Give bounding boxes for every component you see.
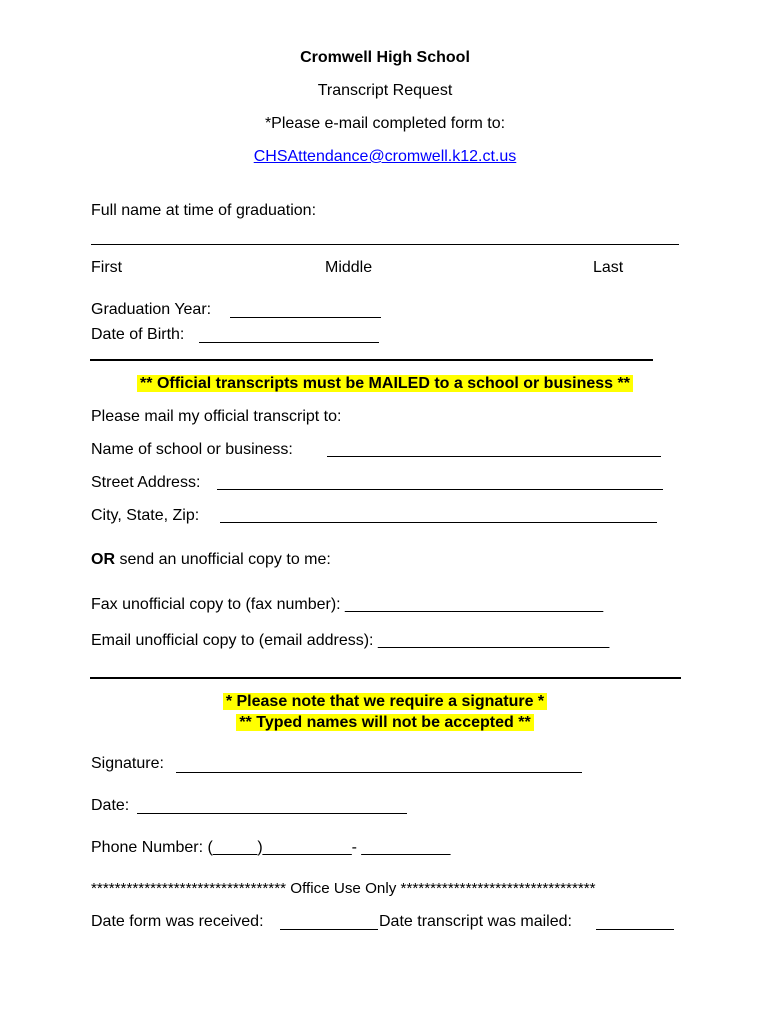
date-received-label: Date form was received: bbox=[91, 913, 264, 930]
street-address-field[interactable] bbox=[217, 489, 663, 490]
first-label: First bbox=[91, 259, 123, 276]
date-received-field[interactable] bbox=[280, 929, 378, 930]
section-divider bbox=[90, 359, 653, 361]
phone-number-label: Phone Number: (_____)__________- ________ bbox=[91, 839, 433, 856]
signature-field[interactable] bbox=[176, 772, 582, 773]
signature-notice: * Please note that we require a signature * bbox=[223, 693, 547, 710]
office-use-heading: ********************************* Office Use Only ********************************* bbox=[91, 880, 596, 897]
school-name: Cromwell High School bbox=[300, 49, 470, 66]
typed-names-notice: ** Typed names will not be accepted ** bbox=[236, 714, 533, 731]
email-instruction: *Please e-mail completed form to: bbox=[264, 115, 506, 132]
phone-number-field[interactable] bbox=[91, 838, 450, 858]
email-link[interactable]: CHSAttendance@cromwell.k12.ct.us bbox=[253, 148, 517, 165]
last-label: Last bbox=[593, 259, 624, 276]
date-mailed-label: Date transcript was mailed: bbox=[379, 913, 572, 930]
section-divider-2 bbox=[90, 677, 681, 679]
unofficial-copy-text: send an unofficial copy to me: bbox=[115, 551, 331, 568]
mail-intro: Please mail my official transcript to: bbox=[91, 408, 342, 425]
street-address-label: Street Address: bbox=[91, 474, 201, 491]
mail-notice: ** Official transcripts must be MAILED to a school or business ** bbox=[137, 375, 633, 392]
form-title: Transcript Request bbox=[317, 82, 453, 99]
dob-field[interactable] bbox=[199, 342, 379, 343]
phone-number-tail: __ bbox=[432, 839, 451, 856]
unofficial-copy-heading bbox=[91, 550, 331, 570]
graduation-year-label: Graduation Year: bbox=[91, 301, 212, 318]
full-name-line[interactable] bbox=[91, 244, 679, 245]
email-address-label[interactable]: Email unofficial copy to (email address): __________________________ bbox=[91, 632, 610, 649]
dob-label: Date of Birth: bbox=[91, 326, 185, 343]
school-business-field[interactable] bbox=[327, 456, 661, 457]
signature-label: Signature: bbox=[91, 755, 164, 772]
school-business-label: Name of school or business: bbox=[91, 441, 293, 458]
fax-number-label[interactable]: Fax unofficial copy to (fax number): _____________________________ bbox=[91, 596, 604, 613]
city-state-zip-field[interactable] bbox=[220, 522, 657, 523]
date-label: Date: bbox=[91, 797, 130, 814]
or-word: OR bbox=[91, 551, 115, 568]
date-mailed-field[interactable] bbox=[596, 929, 674, 930]
city-state-zip-label: City, State, Zip: bbox=[91, 507, 200, 524]
middle-label: Middle bbox=[325, 259, 373, 276]
graduation-year-field[interactable] bbox=[230, 317, 381, 318]
full-name-label: Full name at time of graduation: bbox=[91, 202, 317, 219]
date-field[interactable] bbox=[137, 813, 407, 814]
